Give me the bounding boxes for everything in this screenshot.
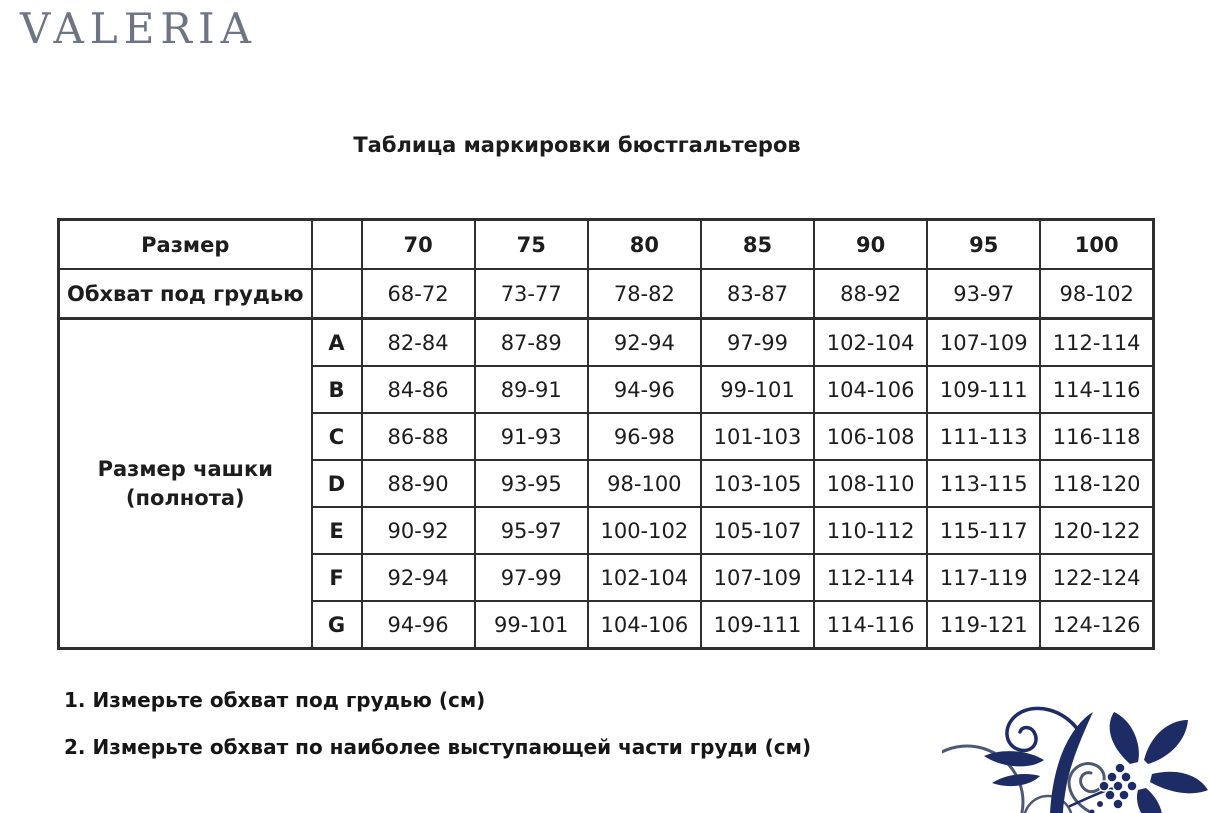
bust-range-cell: 98-100 <box>588 460 701 507</box>
brand-logo: VALERIA <box>20 4 257 53</box>
underbust-empty-cell <box>312 269 362 319</box>
bust-range-cell: 96-98 <box>588 413 701 460</box>
bust-range-cell: 94-96 <box>362 601 475 649</box>
bust-range-cell: 115-117 <box>927 507 1040 554</box>
cup-letter-cell: A <box>312 319 362 367</box>
underbust-range-cell: 88-92 <box>814 269 927 319</box>
floral-flourish-icon <box>942 684 1210 813</box>
underbust-range-cell: 78-82 <box>588 269 701 319</box>
bust-range-cell: 118-120 <box>1040 460 1153 507</box>
corner-empty-cell <box>312 220 362 270</box>
note-1: 1. Измерьте обхват под грудью (см) <box>64 688 811 712</box>
bra-size-chart-table <box>57 218 1155 650</box>
bust-range-cell: 122-124 <box>1040 554 1153 601</box>
band-size-cell: 85 <box>701 220 814 270</box>
bust-range-cell: 106-108 <box>814 413 927 460</box>
bust-range-cell: 101-103 <box>701 413 814 460</box>
cup-section-label <box>59 319 312 649</box>
bust-range-cell: 105-107 <box>701 507 814 554</box>
band-size-cell: 95 <box>927 220 1040 270</box>
bust-range-cell: 91-93 <box>475 413 588 460</box>
bust-range-cell: 104-106 <box>588 601 701 649</box>
bust-range-cell: 119-121 <box>927 601 1040 649</box>
cup-letter-cell: B <box>312 366 362 413</box>
bust-range-cell: 102-104 <box>814 319 927 367</box>
bust-range-cell: 90-92 <box>362 507 475 554</box>
cup-letter-cell: C <box>312 413 362 460</box>
band-size-cell: 70 <box>362 220 475 270</box>
underbust-range-cell: 98-102 <box>1040 269 1153 319</box>
cup-section-label-line1: Размер чашки <box>60 455 311 483</box>
underbust-range-cell: 68-72 <box>362 269 475 319</box>
cup-letter-cell: F <box>312 554 362 601</box>
note-2: 2. Измерьте обхват по наиболее выступающей части груди (см) <box>64 735 811 759</box>
bust-range-cell: 89-91 <box>475 366 588 413</box>
bust-range-cell: 124-126 <box>1040 601 1153 649</box>
bust-range-cell: 92-94 <box>362 554 475 601</box>
underbust-row <box>59 269 1154 319</box>
bust-range-cell: 95-97 <box>475 507 588 554</box>
bust-range-cell: 112-114 <box>814 554 927 601</box>
measurement-notes <box>64 688 811 782</box>
bust-range-cell: 92-94 <box>588 319 701 367</box>
bust-range-cell: 113-115 <box>927 460 1040 507</box>
band-size-cell: 100 <box>1040 220 1153 270</box>
size-header-row <box>59 220 1154 270</box>
bust-range-cell: 99-101 <box>701 366 814 413</box>
cup-letter-cell: G <box>312 601 362 649</box>
band-size-cell: 75 <box>475 220 588 270</box>
bust-range-cell: 84-86 <box>362 366 475 413</box>
bust-range-cell: 87-89 <box>475 319 588 367</box>
cup-letter-cell: D <box>312 460 362 507</box>
bust-range-cell: 108-110 <box>814 460 927 507</box>
row-label-underbust: Обхват под грудью <box>59 269 312 319</box>
bust-range-cell: 88-90 <box>362 460 475 507</box>
bust-range-cell: 97-99 <box>701 319 814 367</box>
bust-range-cell: 120-122 <box>1040 507 1153 554</box>
bust-range-cell: 114-116 <box>814 601 927 649</box>
bust-range-cell: 99-101 <box>475 601 588 649</box>
bust-range-cell: 112-114 <box>1040 319 1153 367</box>
page-title: Таблица маркировки бюстгальтеров <box>57 133 1097 157</box>
bust-range-cell: 110-112 <box>814 507 927 554</box>
cup-row-A <box>59 319 1154 367</box>
band-size-cell: 90 <box>814 220 927 270</box>
underbust-range-cell: 93-97 <box>927 269 1040 319</box>
cup-section-label-line2: (полнота) <box>60 484 311 512</box>
cup-letter-cell: E <box>312 507 362 554</box>
bust-range-cell: 111-113 <box>927 413 1040 460</box>
bust-range-cell: 109-111 <box>927 366 1040 413</box>
bust-range-cell: 103-105 <box>701 460 814 507</box>
bust-range-cell: 93-95 <box>475 460 588 507</box>
bust-range-cell: 104-106 <box>814 366 927 413</box>
bust-range-cell: 94-96 <box>588 366 701 413</box>
bust-range-cell: 107-109 <box>927 319 1040 367</box>
underbust-range-cell: 73-77 <box>475 269 588 319</box>
bust-range-cell: 97-99 <box>475 554 588 601</box>
bust-range-cell: 109-111 <box>701 601 814 649</box>
bust-range-cell: 102-104 <box>588 554 701 601</box>
row-label-size: Размер <box>59 220 312 270</box>
bust-range-cell: 117-119 <box>927 554 1040 601</box>
bust-range-cell: 107-109 <box>701 554 814 601</box>
underbust-range-cell: 83-87 <box>701 269 814 319</box>
bust-range-cell: 82-84 <box>362 319 475 367</box>
bust-range-cell: 116-118 <box>1040 413 1153 460</box>
bust-range-cell: 100-102 <box>588 507 701 554</box>
bust-range-cell: 114-116 <box>1040 366 1153 413</box>
band-size-cell: 80 <box>588 220 701 270</box>
bust-range-cell: 86-88 <box>362 413 475 460</box>
